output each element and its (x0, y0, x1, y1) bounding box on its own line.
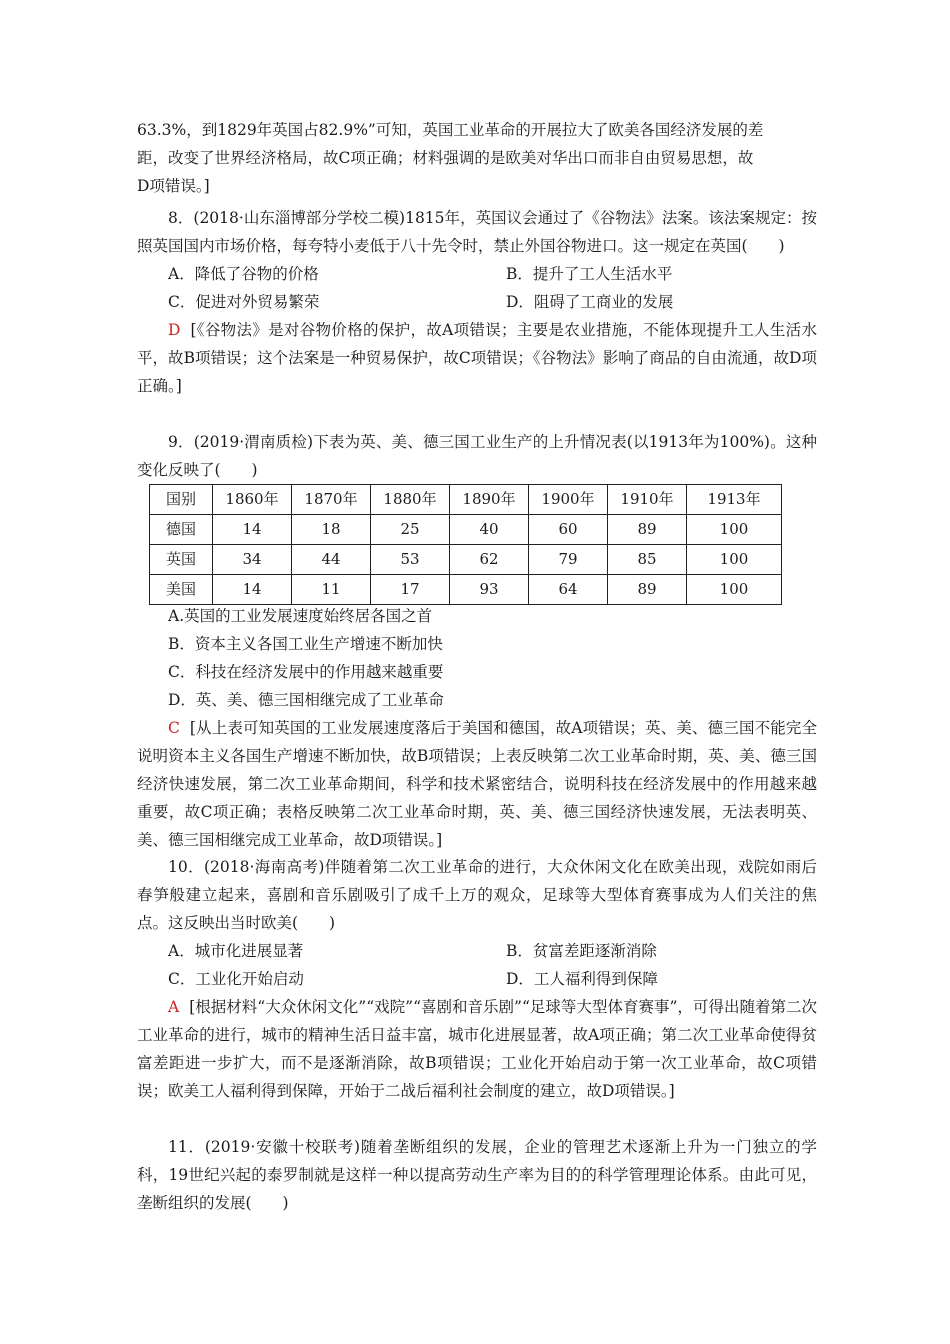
table-cell: 44 (292, 545, 371, 575)
table-cell: 93 (450, 575, 529, 605)
table-cell: 89 (608, 515, 687, 545)
table-cell: 89 (608, 575, 687, 605)
table-cell: 美国 (150, 575, 213, 605)
question-8 (137, 204, 817, 400)
table-cell: 11 (292, 575, 371, 605)
table-header-cell: 1860年 (213, 485, 292, 515)
table-cell: 18 (292, 515, 371, 545)
q8-option-c: C．促进对外贸易繁荣 (168, 293, 320, 311)
table-cell: 100 (687, 545, 782, 575)
table-cell: 62 (450, 545, 529, 575)
table-header-cell: 1870年 (292, 485, 371, 515)
table-cell: 25 (371, 515, 450, 545)
question-11 (137, 1133, 817, 1217)
q11-stem: 11．(2019·安徽十校联考)随着垄断组织的发展，企业的管理艺术逐渐上升为一门独立的学科，19世纪兴起的泰罗制就是这样一种以提高劳动生产率为目的的科学管理理论体系。由此可见，垄断组织的发展( ) (137, 1138, 817, 1212)
q9-answer-letter: C (168, 719, 180, 737)
table-cell: 85 (608, 545, 687, 575)
q8-answer-letter: D (168, 321, 181, 339)
table-cell: 79 (529, 545, 608, 575)
table-row (150, 575, 782, 605)
table-cell: 英国 (150, 545, 213, 575)
table-row (150, 515, 782, 545)
q8-option-b: B．提升了工人生活水平 (506, 265, 673, 283)
q10-option-c: C．工业化开始启动 (168, 970, 304, 988)
q8-option-a: A．降低了谷物的价格 (168, 265, 319, 283)
q7-line-1: 63.3%，到1829年英国占82.9%”可知，英国工业革命的开展拉大了欧美各国经济发展的差 (137, 121, 764, 139)
table-header-cell: 1910年 (608, 485, 687, 515)
table-header-cell: 1890年 (450, 485, 529, 515)
table-cell: 14 (213, 515, 292, 545)
table-cell: 德国 (150, 515, 213, 545)
table-cell: 14 (213, 575, 292, 605)
q10-option-d: D．工人福利得到保障 (506, 970, 658, 988)
table-header-cell: 1913年 (687, 485, 782, 515)
q10-option-b: B．贫富差距逐渐消除 (506, 942, 657, 960)
q9-options-and-answer (137, 602, 817, 854)
table-cell: 17 (371, 575, 450, 605)
q9-answer-explanation (137, 714, 817, 854)
q8-option-d: D．阻碍了工商业的发展 (506, 293, 674, 311)
q7-explanation-tail (137, 116, 817, 200)
q10-options-row-1 (137, 937, 817, 965)
q10-options-row-2 (137, 965, 817, 993)
table-cell: 40 (450, 515, 529, 545)
q8-answer-explanation (137, 316, 817, 400)
q9-stem: 9．(2019·渭南质检)下表为英、美、德三国工业生产的上升情况表(以1913年为100%)。这种变化反映了( ) (137, 433, 817, 479)
table-cell: 64 (529, 575, 608, 605)
table-header-row (150, 485, 782, 515)
question-9 (137, 428, 817, 484)
table-cell: 60 (529, 515, 608, 545)
table-cell: 34 (213, 545, 292, 575)
q10-option-a: A．城市化进展显著 (168, 942, 304, 960)
table-cell: 100 (687, 515, 782, 545)
q9-option-a: A.英国的工业发展速度始终居各国之首 (168, 607, 433, 625)
q7-line-2: 距，改变了世界经济格局，故C项正确；材料强调的是欧美对华出口而非自由贸易思想，故 (137, 149, 754, 167)
q9-option-d: D．英、美、德三国相继完成了工业革命 (168, 691, 444, 709)
q9-table-wrap (137, 484, 782, 605)
q10-stem: 10．(2018·海南高考)伴随着第二次工业革命的进行，大众休闲文化在欧美出现，戏院如雨后春笋般建立起来，喜剧和音乐剧吸引了成千上万的观众，足球等大型体育赛事成为人们关注的焦点。这反映出当时欧美( ) (137, 858, 817, 932)
q10-answer-letter: A (168, 998, 180, 1016)
table-header-cell: 1900年 (529, 485, 608, 515)
q10-answer-explanation (137, 993, 817, 1105)
q8-options-row-2 (137, 288, 817, 316)
q7-line-3: D项错误。] (137, 177, 210, 195)
q10-explanation: [根据材料“大众休闲文化”“戏院”“喜剧和音乐剧”“足球等大型体育赛事”，可得出随着第二次工业革命的进行，城市的精神生活日益丰富，城市化进展显著，故A项正确；第二次工业革命使得贫富差距进一步扩大，而不是逐渐消除，故B项错误；工业化开始启动于第一次工业革命，故C项错误；欧美工人福利得到保障，开始于二战后福利社会制度的建立，故D项错误。] (137, 998, 817, 1100)
table-cell: 100 (687, 575, 782, 605)
table-cell: 53 (371, 545, 450, 575)
q9-option-b: B．资本主义各国工业生产增速不断加快 (168, 635, 443, 653)
q9-explanation: [从上表可知英国的工业发展速度落后于美国和德国，故A项错误；英、美、德三国不能完全说明资本主义各国生产增速不断加快，故B项错误；上表反映第二次工业革命时期，英、美、德三国经济快速发展，第二次工业革命期间，科学和技术紧密结合，说明科技在经济发展中的作用越来越重要，故C项正确；表格反映第二次工业革命时期，英、美、德三国经济快速发展，无法表明英、美、德三国相继完成工业革命，故D项错误。] (137, 719, 817, 849)
q9-option-c: C．科技在经济发展中的作用越来越重要 (168, 663, 444, 681)
q8-options-row-1 (137, 260, 817, 288)
q9-data-table (149, 484, 782, 605)
table-row (150, 545, 782, 575)
q8-explanation: [《谷物法》是对谷物价格的保护，故A项错误；主要是农业措施，不能体现提升工人生活水平，故B项错误；这个法案是一种贸易保护，故C项错误；《谷物法》影响了商品的自由流通，故D项正确。] (137, 321, 817, 395)
table-header-cell: 1880年 (371, 485, 450, 515)
question-10 (137, 853, 817, 1105)
q8-stem: 8．(2018·山东淄博部分学校二模)1815年，英国议会通过了《谷物法》法案。该法案规定：按照英国国内市场价格，每夸特小麦低于八十先令时，禁止外国谷物进口。这一规定在英国( ) (137, 209, 817, 255)
table-header-cell: 国别 (150, 485, 213, 515)
